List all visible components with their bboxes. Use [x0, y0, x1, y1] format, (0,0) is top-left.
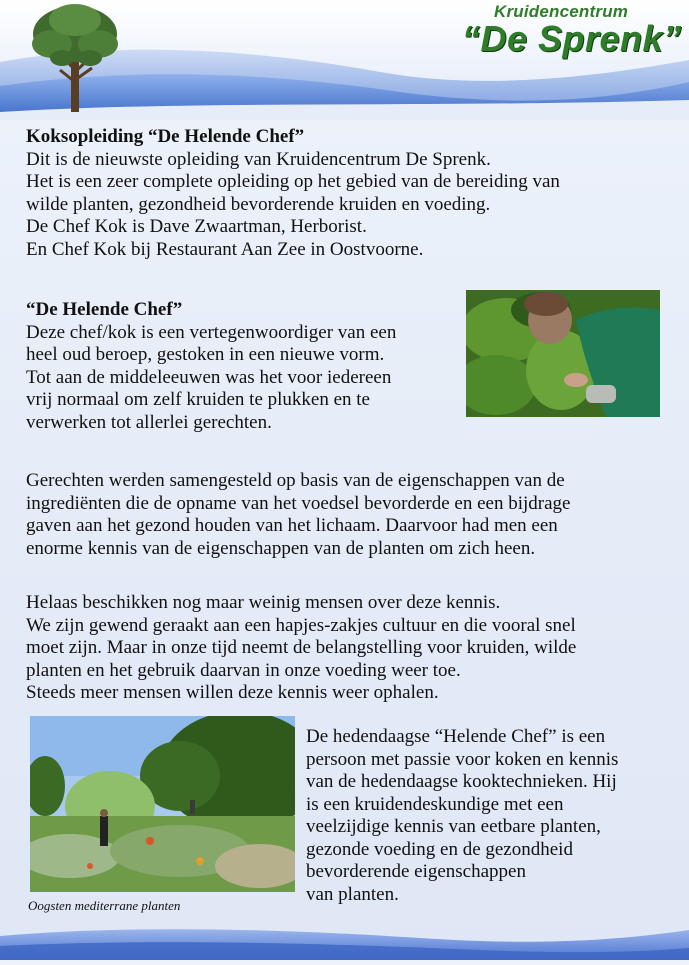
modern-line: is een kruidendeskundige met een	[306, 793, 564, 815]
photo-herb-picking	[466, 290, 660, 417]
chef-line: Tot aan de middeleeuwen was het voor iedereen	[26, 366, 392, 388]
dishes-line: enorme kennis van de eigenschappen van de planten om zich heen.	[26, 537, 536, 559]
modern-line: De hedendaagse “Helende Chef” is een	[306, 726, 606, 747]
knowledge-line: We zijn gewend geraakt aan een hapjes-zakjes cultuur en die vooral snel	[26, 614, 576, 636]
dishes-line: ingrediënten die de opname van het voedsel bevorderde en een bijdrage	[26, 492, 571, 514]
brand-title: “De Sprenk”	[462, 18, 682, 59]
knowledge-section	[26, 592, 676, 705]
chef-line: heel oud beroep, gestoken in een nieuwe vorm.	[26, 344, 385, 365]
chef-line: verwerken tot allerlei gerechten.	[26, 411, 272, 433]
modern-line: gezonde voeding en de gezondheid	[306, 838, 573, 860]
chef-section	[26, 299, 456, 434]
dishes-line: Gerechten werden samengesteld op basis van de eigenschappen van de	[26, 470, 565, 491]
knowledge-line: planten en het gebruik daarvan in onze voeding weer toe.	[26, 659, 461, 681]
chef-title: “De Helende Chef”	[26, 299, 183, 320]
modern-line: van planten.	[306, 883, 399, 905]
modern-line: van de hedendaagse kooktechnieken. Hij	[306, 771, 617, 792]
chef-line: vrij normaal om zelf kruiden te plukken en te	[26, 389, 370, 410]
intro-line: Het is een zeer complete opleiding op het gebied van de bereiding van	[26, 171, 560, 192]
intro-line: Dit is de nieuwste opleiding van Kruidencentrum De Sprenk.	[26, 148, 491, 170]
intro-section	[26, 126, 666, 261]
intro-line: En Chef Kok bij Restaurant Aan Zee in Oostvoorne.	[26, 238, 424, 260]
dishes-section	[26, 470, 676, 560]
knowledge-line: Helaas beschikken nog maar weinig mensen over deze kennis.	[26, 592, 501, 613]
dishes-line: gaven aan het gezond houden van het lichaam. Daarvoor had men een	[26, 515, 558, 536]
brand-subtitle: Kruidencentrum	[494, 2, 629, 21]
page-header	[0, 0, 689, 120]
modern-chef-section	[306, 726, 676, 906]
footer-wave	[0, 916, 689, 960]
modern-line: persoon met passie voor koken en kennis	[306, 748, 619, 770]
intro-title: Koksopleiding “De Helende Chef”	[26, 126, 305, 147]
modern-line: veelzijdige kennis van eetbare planten,	[306, 816, 601, 837]
knowledge-line: Steeds meer mensen willen deze kennis weer ophalen.	[26, 682, 439, 703]
photo-garden	[30, 716, 295, 892]
intro-line: wilde planten, gezondheid bevorderende kruiden en voeding.	[26, 193, 491, 215]
photo-caption: Oogsten mediterrane planten	[28, 898, 181, 913]
intro-line: De Chef Kok is Dave Zwaartman, Herborist.	[26, 216, 367, 237]
chef-line: Deze chef/kok is een vertegenwoordiger van een	[26, 321, 397, 343]
knowledge-line: moet zijn. Maar in onze tijd neemt de belangstelling voor kruiden, wilde	[26, 637, 577, 658]
modern-line: bevorderende eigenschappen	[306, 861, 526, 882]
